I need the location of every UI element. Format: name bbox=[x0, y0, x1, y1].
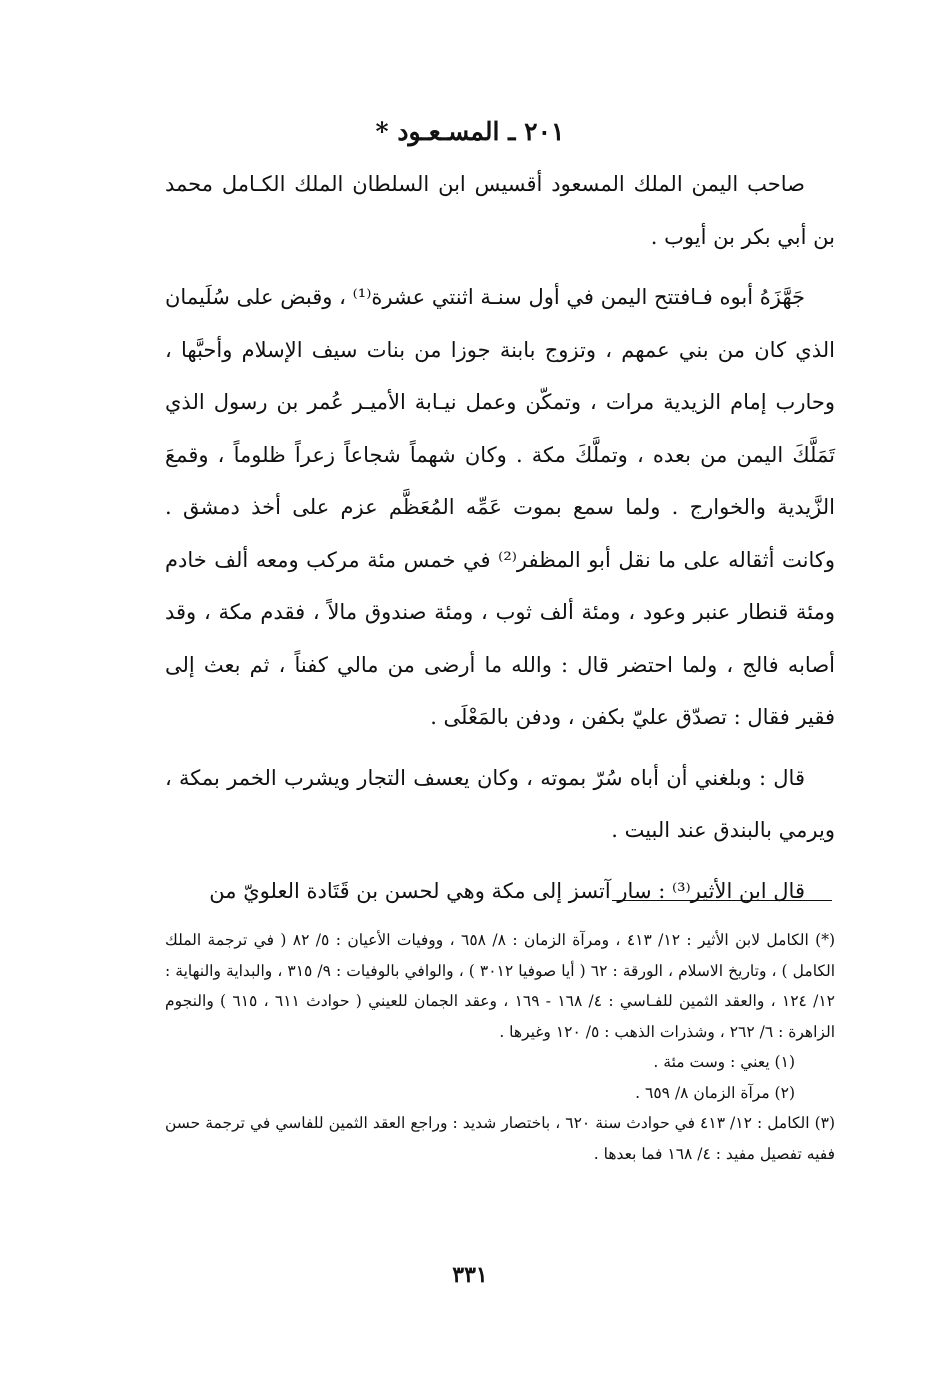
footnote-1: (١) يعني : وست مئة . bbox=[653, 1053, 795, 1071]
paragraph-ibn-athir: قال ابن الأثير⁽³⁾ : سار آتسز إلى مكة وهي لحسن بن قَتَادة العلويّ من bbox=[209, 878, 805, 903]
footnote-3: (٣) الكامل : ١٢/ ٤١٣ في حوادث سنة ٦٢٠ ، باختصار شديد : وراجع العقد الثمين للفاسي في ترجمة حسن ففيه تفصيل مفيد : ٤/ ١٦٨ فما بعدها . bbox=[165, 1114, 836, 1163]
entry-heading: ٢٠١ ـ المسـعـود * bbox=[375, 117, 565, 146]
footnotes bbox=[165, 925, 835, 1169]
footnote-2: (٢) مرآة الزمان ٨/ ٦٥٩ . bbox=[635, 1083, 795, 1102]
main-text bbox=[165, 158, 835, 917]
paragraph-biography: جَهَّزَهُ أبوه فـافتتح اليمن في أول سنـة اثنتي عشرة⁽¹⁾ ، وقبض على سُلَيمان الذي كان من بني عمهم ، وتزوج بابنة جوزا من بنات سيف الإسلام وأحبَّها ، وحارب إمام الزيدية مرات ، وتمكّن وعمل نيـابة الأميـر عُمر بن رسول الذي تَمَلَّكَ اليمن من بعده ، وتملَّكَ مكة . وكان شهماً شجاعاً زعراً ظلوماً ، وقمعَ الزَّيدية والخوارج . ولما سمع بموت عَمِّه المُعَظَّم عزم على أخذ دمشق . وكانت أثقاله على ما نقل أبو المظفر⁽²⁾ في خمس مئة مركب ومعه ألف خادم ومئة قنطار عنبر وعود ، ومئة ألف ثوب ، ومئة صندوق مالاً ، فقدم مكة ، وقد أصابه فالج ، ولما احتضر قال : والله ما أرضى من مالي كفناً ، ثم بعث إلى فقير فقال : تصدّق عليّ بكفن ، ودفن بالمَعْلَى . bbox=[165, 285, 835, 729]
page-number: ٣٣١ bbox=[452, 1262, 488, 1288]
paragraph-intro: صاحب اليمن الملك المسعود أقسيس ابن السلطان الملك الكـامل محمد بن أبي بكر بن أيوب . bbox=[165, 172, 835, 249]
paragraph-father: قال : وبلغني أن أباه سُرّ بموته ، وكان يعسف التجار ويشرب الخمر بمكة ، ويرمي بالبندق عند البيت . bbox=[165, 765, 835, 842]
footnote-divider bbox=[612, 900, 832, 901]
footnote-sources: (*) الكامل لابن الأثير : ١٢/ ٤١٣ ، ومرآة الزمان : ٨/ ٦٥٨ ، ووفيات الأعيان : ٥/ ٨٢ ( في ترجمة الملك الكامل ) ، وتاريخ الاسلام ، الورقة : ٦٢ ( أيا صوفيا ٣٠١٢ ) ، والوافي بالوفيات : ٩/ ٣١٥ ، والبداية والنهاية : ١٢/ ١٢٤ ، والعقد الثمين للفـاسي : ٤/ ١٦٨ - ١٦٩ ، وعقد الجمان للعيني ( حوادث ٦١١ ، ٦١٥ ) والنجوم الزاهرة : ٦/ ٢٦٢ ، وشذرات الذهب : ٥/ ١٢٠ وغيرها . bbox=[165, 931, 835, 1041]
